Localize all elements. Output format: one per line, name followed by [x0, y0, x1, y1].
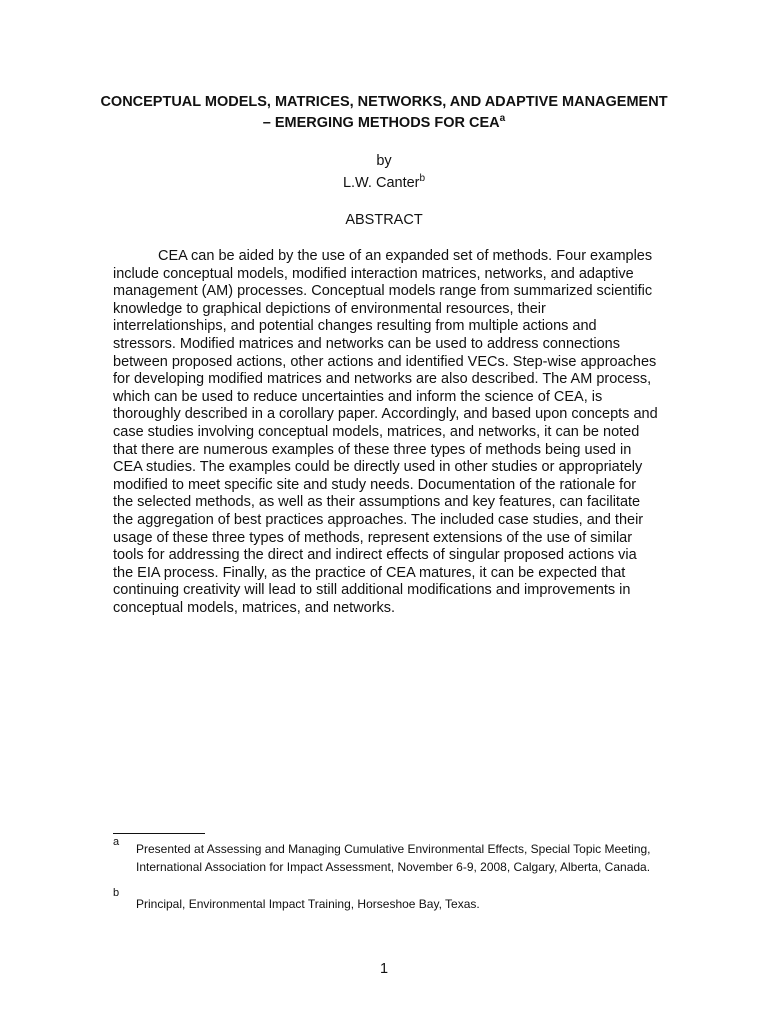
paper-title-text: CONCEPTUAL MODELS, MATRICES, NETWORKS, AND ADAPTIVE MANAGEMENT – EMERGING METHODS FOR CEA	[100, 94, 668, 131]
footnote-separator	[113, 833, 205, 834]
paper-title	[100, 92, 668, 134]
page-number: 1	[379, 961, 389, 977]
author-name: L.W. Canter	[342, 175, 420, 191]
footnote-a-marker: a	[113, 836, 120, 848]
author-line	[0, 174, 768, 192]
abstract-paragraph: CEA can be aided by the use of an expanded set of methods. Four examples include conceptual models, modified interaction matrices, networks, and adaptive management (AM) processes. Conceptual models range from summarized scientific knowledge to graphical depictions of environmental resources, their interrelationships, and potential changes resulting from multiple actions and stressors. Modified matrices and networks can be used to address connections between proposed actions, other actions and identified VECs. Step-wise approaches for developing modified matrices and networks are also described. The AM process, which can be used to reduce uncertainties and inform the science of CEA, is thoroughly described in a corollary paper. Accordingly, and based upon concepts and case studies involving conceptual models, matrices, and networks, it can be noted that there are numerous examples of these three types of methods being used in CEA studies. The examples could be directly used in other studies or appropriately modified to meet specific site and study needs. Documentation of the rationale for the selected methods, as well as their assumptions and key features, can facilitate the aggregation of best practices approaches. The included case studies, and their usage of these three types of methods, represent extensions of the use of similar tools for addressing the direct and indirect effects of singular proposed actions via the EIA process. Finally, as the practice of CEA matures, it can be expected that continuing creativity will lead to still additional modifications and improvements in conceptual models, matrices, and networks.	[113, 248, 658, 616]
author-footnote-marker: b	[419, 173, 426, 184]
title-footnote-marker: a	[499, 113, 506, 124]
byline: by	[376, 153, 392, 169]
footnote-a-text: Presented at Assessing and Managing Cumulative Environmental Effects, Special Topic Meeting, International Association for Impact Assessment, November 6-9, 2008, Calgary, Alberta, Canada.	[136, 842, 651, 874]
footnote-b-text: Principal, Environmental Impact Training, Horseshoe Bay, Texas.	[136, 897, 480, 911]
footnote-b-marker: b	[113, 887, 120, 899]
abstract-heading: ABSTRACT	[345, 212, 423, 228]
